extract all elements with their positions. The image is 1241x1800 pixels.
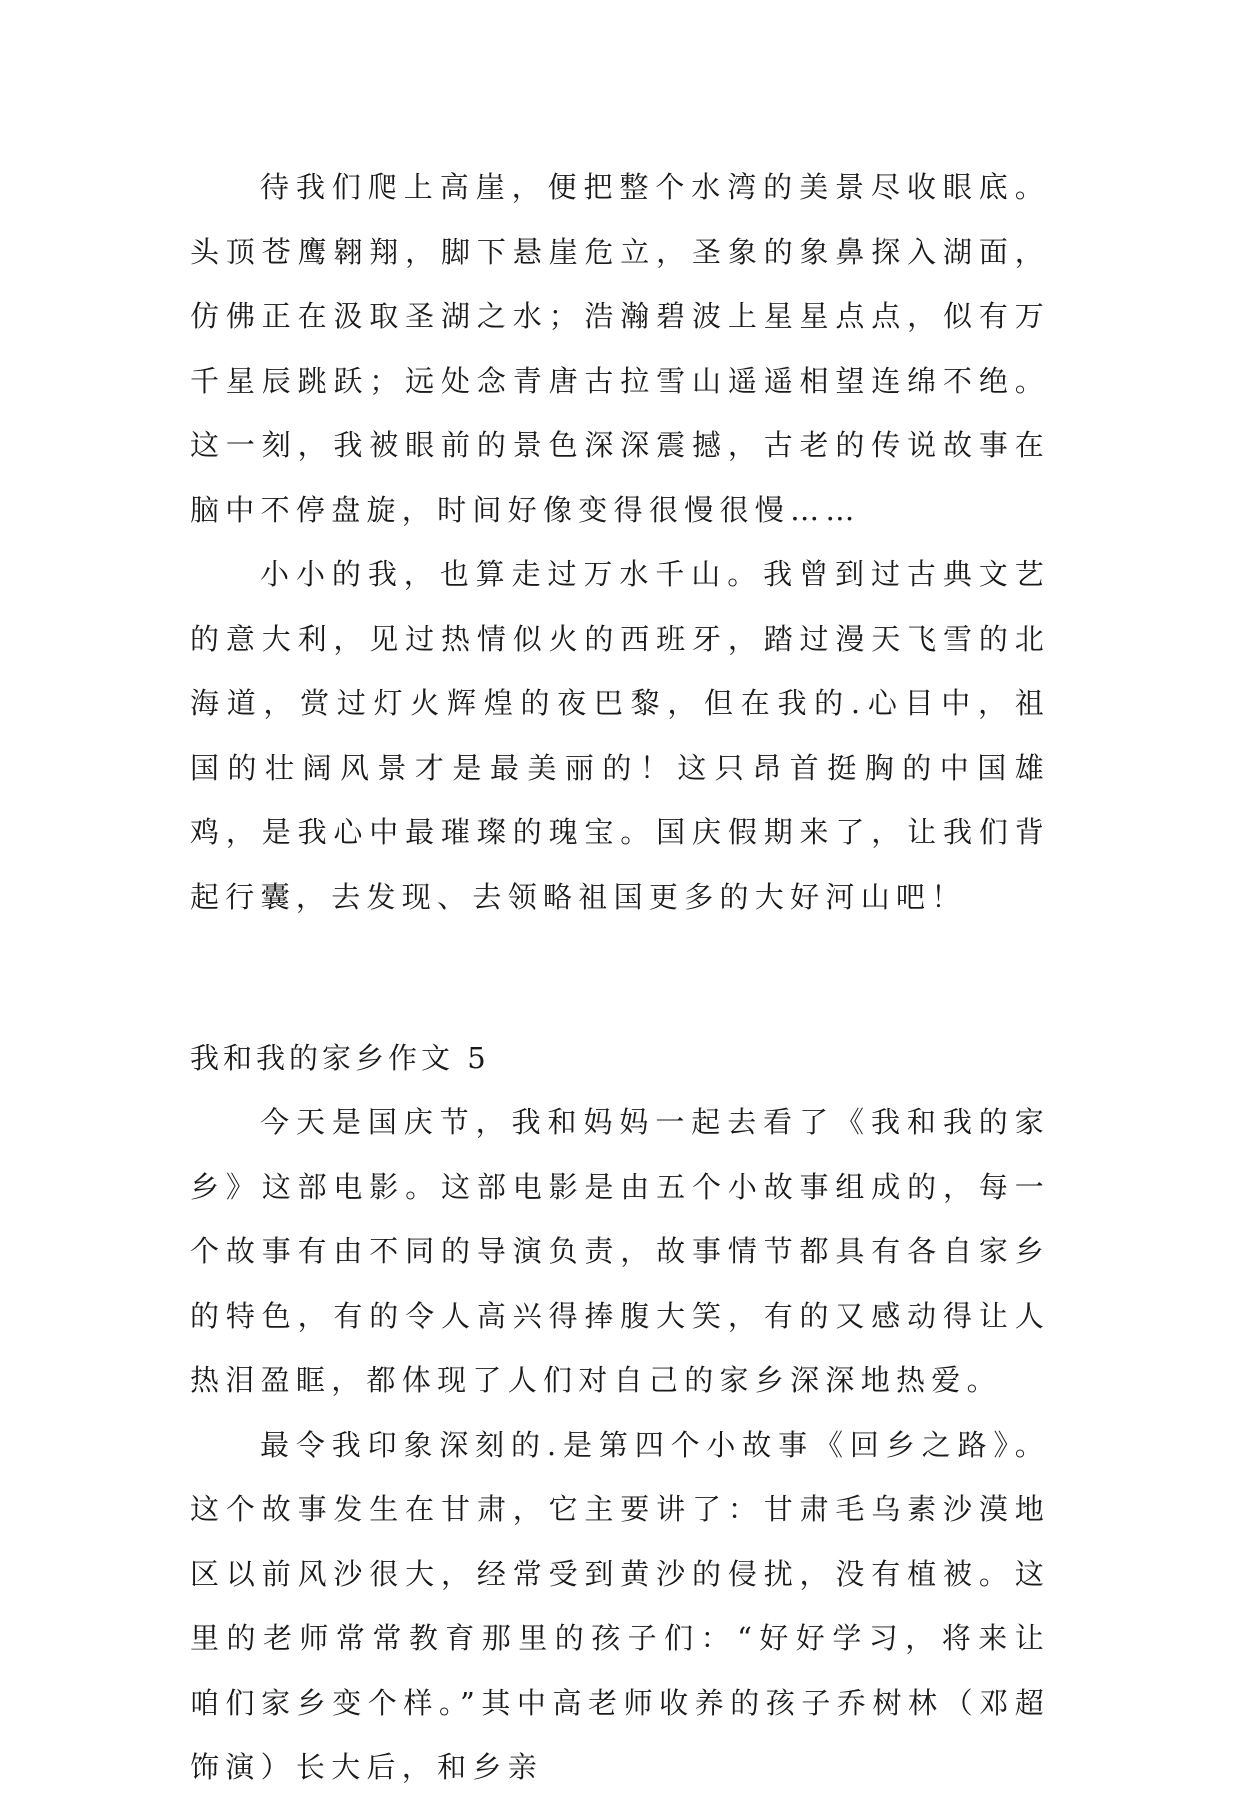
- document-body: [190, 155, 1050, 1800]
- paragraph-4: 最令我印象深刻的.是第四个小故事《回乡之路》。这个故事发生在甘肃，它主要讲了：甘肃毛乌素沙漠地区以前风沙很大，经常受到黄沙的侵扰，没有植被。这里的老师常常教育那里的孩子们：“好好学习，将来让咱们家乡变个样。”其中高老师收养的孩子乔树林（邓超饰演）长大后，和乡亲: [190, 1427, 1050, 1784]
- paragraph-1: 待我们爬上高崖，便把整个水湾的美景尽收眼底。头顶苍鹰翱翔，脚下悬崖危立，圣象的象鼻探入湖面，仿佛正在汲取圣湖之水；浩瀚碧波上星星点点，似有万千星辰跳跃；远处念青唐古拉雪山遥遥相望连绵不绝。这一刻，我被眼前的景色深深震撼，古老的传说故事在脑中不停盘旋，时间好像变得很慢很慢……: [190, 170, 1050, 527]
- paragraph-3: 今天是国庆节，我和妈妈一起去看了《我和我的家乡》这部电影。这部电影是由五个小故事组成的，每一个故事有由不同的导演负责，故事情节都具有各自家乡的特色，有的令人高兴得捧腹大笑，有的又感动得让人热泪盈眶，都体现了人们对自己的家乡深深地热爱。: [190, 1105, 1050, 1397]
- section-title: 我和我的家乡作文 5: [190, 1041, 490, 1075]
- paragraph-2: 小小的我，也算走过万水千山。我曾到过古典文艺的意大利，见过热情似火的西班牙，踏过漫天飞雪的北海道，赏过灯火辉煌的夜巴黎，但在我的.心目中，祖国的壮阔风景才是最美丽的！这只昂首挺胸的中国雄鸡，是我心中最璀璨的瑰宝。国庆假期来了，让我们背起行囊，去发现、去领略祖国更多的大好河山吧！: [190, 557, 1050, 914]
